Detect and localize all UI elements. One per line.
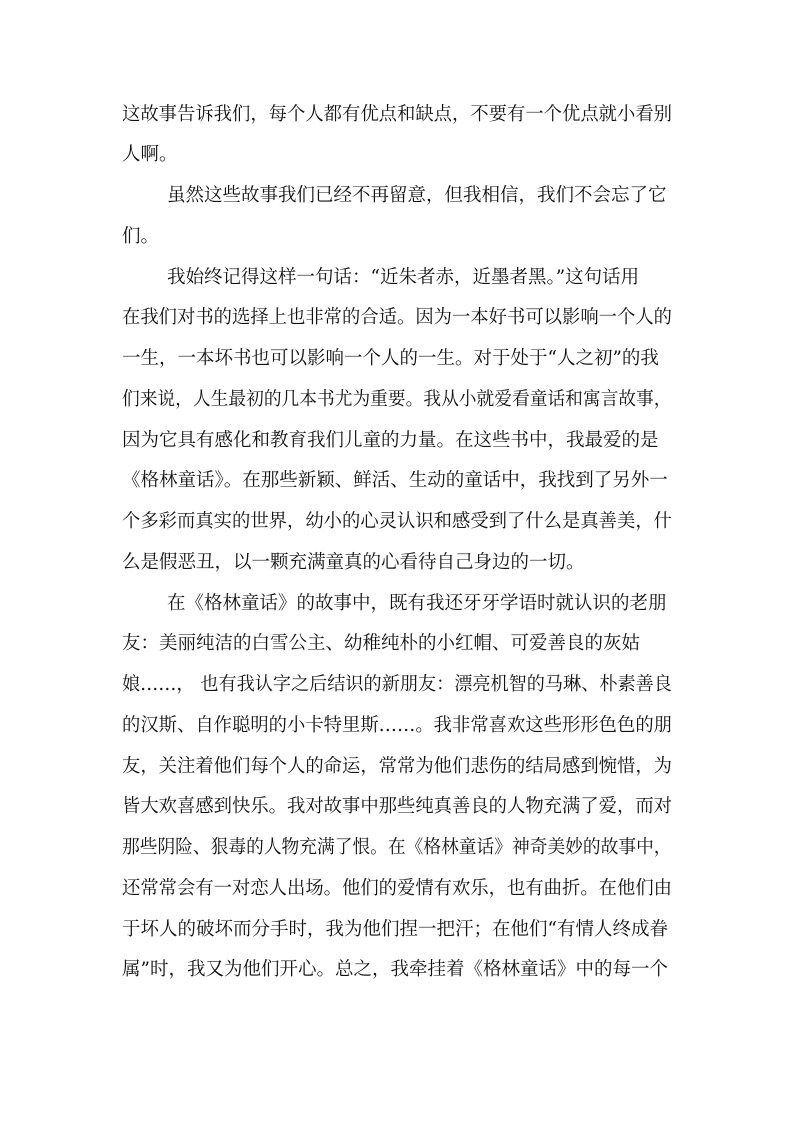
- text-line: 在我们对书的选择上也非常的合适。因为一本好书可以影响一个人的: [122, 307, 673, 328]
- text-line: 在《格林童话》的故事中，既有我还牙牙学语时就认识的老朋: [167, 593, 667, 614]
- text-line: 么是假恶丑，以一颗充满童真的心看待自己身边的一切。: [122, 552, 585, 573]
- text-line: 因为它具有感化和教育我们儿童的力量。在这些书中，我最爱的是: [122, 430, 659, 451]
- text-line: 我始终记得这样一句话：“近朱者赤，近墨者黑。”这句话用: [167, 267, 640, 288]
- text-line: 们。: [122, 226, 160, 247]
- text-line: 那些阴险、狠毒的人物充满了恨。在《格林童话》神奇美妙的故事中，: [122, 837, 672, 858]
- text-line: 友，关注着他们每个人的命运，常常为他们悲伤的结局感到惋惜，为: [122, 756, 673, 777]
- text-line: 皆大欢喜感到快乐。我对故事中那些纯真善良的人物充满了爱，而对: [122, 796, 673, 817]
- text-line: 虽然这些故事我们已经不再留意，但我相信，我们不会忘了它: [167, 185, 667, 206]
- text-line: 友：美丽纯洁的白雪公主、幼稚纯朴的小红帽、可爱善良的灰姑: [122, 633, 641, 654]
- text-line: 娘……， 也有我认字之后结识的新朋友：漂亮机智的马琳、朴素善良: [122, 674, 672, 695]
- text-line: 们来说，人生最初的几本书尤为重要。我从小就爱看童话和寓言故事，: [122, 389, 672, 410]
- text-line: 的汉斯、自作聪明的小卡特里斯……。我非常喜欢这些形形色色的朋: [122, 715, 673, 736]
- text-line: 还常常会有一对恋人出场。他们的爱情有欢乐，也有曲折。在他们由: [122, 878, 673, 899]
- text-line: 这故事告诉我们，每个人都有优点和缺点，不要有一个优点就小看别: [122, 104, 673, 125]
- text-line: 《格林童话》。在那些新颖、鲜活、生动的童话中，我找到了另外一: [122, 470, 668, 491]
- text-line: 个多彩而真实的世界，幼小的心灵认识和感受到了什么是真善美，什: [122, 511, 673, 532]
- text-line: 一生，一本坏书也可以影响一个人的一生。对于处于“人之初”的我: [122, 348, 659, 369]
- text-line: 属”时，我又为他们开心。总之，我牵挂着《格林童话》中的每一个: [122, 959, 668, 980]
- text-line: 人啊。: [122, 144, 178, 165]
- text-line: 于坏人的破坏而分手时，我为他们捏一把汗；在他们“有情人终成眷: [122, 919, 668, 940]
